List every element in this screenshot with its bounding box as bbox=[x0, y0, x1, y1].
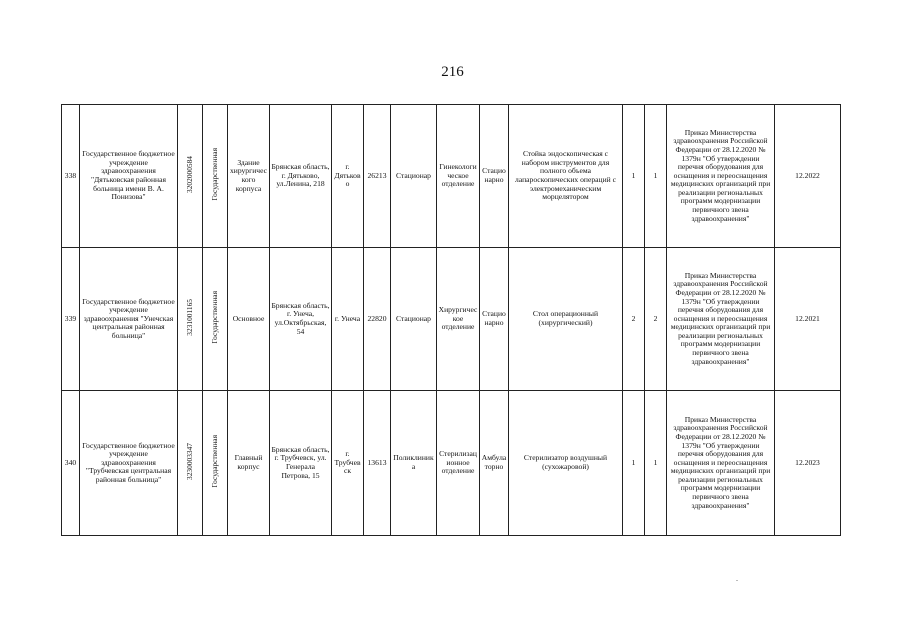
address: Брянская область, г. Дятьково, ул.Ленина, 218 bbox=[270, 105, 332, 248]
table-row bbox=[62, 105, 841, 248]
quantity-total: 2 bbox=[645, 248, 667, 391]
page-number: 216 bbox=[441, 64, 464, 80]
address: Брянская область, г. Трубчевск, ул. Генерала Петрова, 15 bbox=[270, 391, 332, 536]
quantity: 2 bbox=[623, 248, 645, 391]
building-name: Главный корпус bbox=[228, 391, 270, 536]
table-row bbox=[62, 248, 841, 391]
equipment-registry-table bbox=[61, 104, 841, 536]
legal-basis: Приказ Министерства здравоохранения Российской Федерации от 28.12.2020 № 1379н "Об утверждении перечня оборудования для оснащения и переоснащения медицинских организаций при реализации региональных программ модернизации первичного звена здравоохранения" bbox=[667, 391, 775, 536]
building-name: Здание хирургического корпуса bbox=[228, 105, 270, 248]
row-number: 338 bbox=[62, 105, 80, 248]
institution-code: 3202000584 bbox=[178, 105, 203, 248]
equipment-name: Стол операционный (хирургический) bbox=[509, 248, 623, 391]
quantity: 1 bbox=[623, 105, 645, 248]
department: Гинекологическое отделение bbox=[437, 105, 480, 248]
department: Стерилизационное отделение bbox=[437, 391, 480, 536]
care-type: Поликлиника bbox=[391, 391, 437, 536]
care-form: Стационарно bbox=[480, 105, 509, 248]
legal-basis: Приказ Министерства здравоохранения Российской Федерации от 28.12.2020 № 1379н "Об утверждении перечня оборудования для оснащения и переоснащения медицинских организаций при реализации региональных программ модернизации первичного звена здравоохранения" bbox=[667, 105, 775, 248]
building-name: Основное bbox=[228, 248, 270, 391]
care-form: Амбулаторно bbox=[480, 391, 509, 536]
row-number: 339 bbox=[62, 248, 80, 391]
table-row bbox=[62, 391, 841, 536]
deadline-date: 12.2023 bbox=[775, 391, 841, 536]
oktmo-code: 26213 bbox=[364, 105, 391, 248]
row-number: 340 bbox=[62, 391, 80, 536]
department: Хирургическое отделение bbox=[437, 248, 480, 391]
institution-code: 3231001165 bbox=[178, 248, 203, 391]
ownership-type: Государственная bbox=[203, 391, 228, 536]
institution-name: Государственное бюджетное учреждение здравоохранения "Унечская центральная районная больница" bbox=[80, 248, 178, 391]
ownership-type: Государственная bbox=[203, 105, 228, 248]
city: г. Унеча bbox=[332, 248, 364, 391]
quantity-total: 1 bbox=[645, 105, 667, 248]
care-form: Стационарно bbox=[480, 248, 509, 391]
care-type: Стационар bbox=[391, 105, 437, 248]
equipment-name: Стойка эндоскопическая с набором инструментов для полного объема лапароскопических операций с электромеханическим морцелятором bbox=[509, 105, 623, 248]
ownership-type: Государственная bbox=[203, 248, 228, 391]
institution-name: Государственное бюджетное учреждение здравоохранения "Трубчевская центральная районная больница" bbox=[80, 391, 178, 536]
care-type: Стационар bbox=[391, 248, 437, 391]
city: г. Трубчевск bbox=[332, 391, 364, 536]
address: Брянская область, г. Унеча, ул.Октябрьская, 54 bbox=[270, 248, 332, 391]
oktmo-code: 13613 bbox=[364, 391, 391, 536]
equipment-name: Стерилизатор воздушный (сухожаровой) bbox=[509, 391, 623, 536]
quantity: 1 bbox=[623, 391, 645, 536]
deadline-date: 12.2021 bbox=[775, 248, 841, 391]
deadline-date: 12.2022 bbox=[775, 105, 841, 248]
institution-code: 3230003347 bbox=[178, 391, 203, 536]
oktmo-code: 22820 bbox=[364, 248, 391, 391]
scan-speck bbox=[736, 580, 738, 581]
quantity-total: 1 bbox=[645, 391, 667, 536]
institution-name: Государственное бюджетное учреждение здравоохранения "Дятьковская районная больница имени В. А. Понизова" bbox=[80, 105, 178, 248]
city: г. Дятьково bbox=[332, 105, 364, 248]
legal-basis: Приказ Министерства здравоохранения Российской Федерации от 28.12.2020 № 1379н "Об утверждении перечня оборудования для оснащения и переоснащения медицинских организаций при реализации региональных программ модернизации первичного звена здравоохранения" bbox=[667, 248, 775, 391]
